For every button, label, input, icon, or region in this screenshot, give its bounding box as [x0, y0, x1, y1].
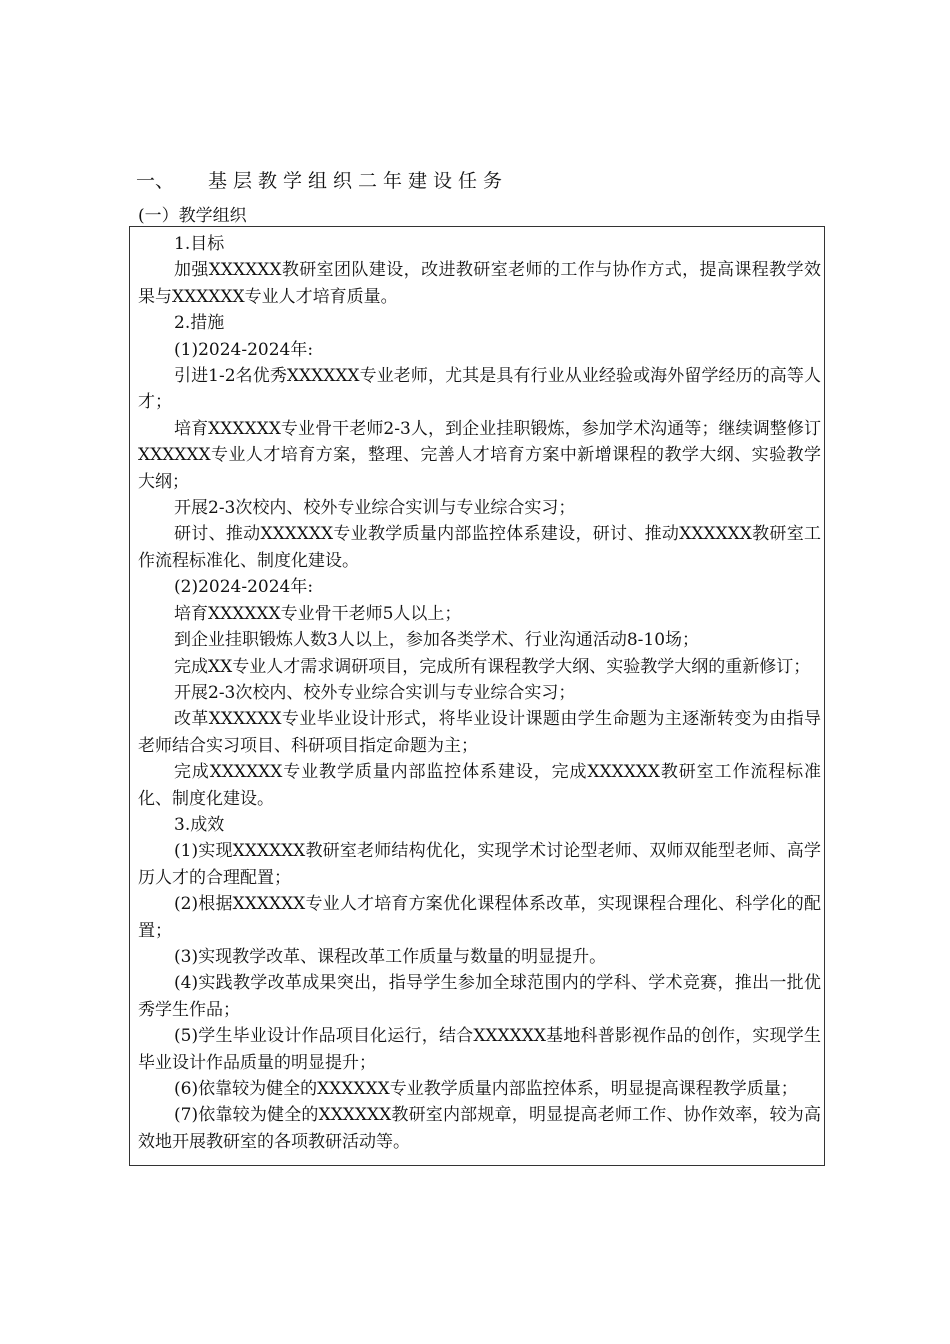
paragraph: 开展2-3次校内、校外专业综合实训与专业综合实习；: [174, 498, 576, 519]
goal-text: 加强XXXXXX教研室团队建设，改进教研室老师的工作与协作方式，提高课程教学效果与XXXXXX专业人才培育质量。: [138, 260, 821, 307]
phase-one-heading: (1)2024-2024年:: [174, 339, 314, 360]
section-title: 基层教学组织二年建设任务: [208, 170, 509, 192]
paragraph: 培育XXXXXX专业骨干老师5人以上；: [174, 603, 462, 624]
paragraph: (7)依靠较为健全的XXXXXX教研室内部规章，明显提高老师工作、协作效率，较为高效地开展教研室的各项教研活动等。: [138, 1105, 821, 1152]
paragraph: 研讨、推动XXXXXX专业教学质量内部监控体系建设，研讨、推动XXXXXX教研室工作流程标准化、制度化建设。: [138, 524, 821, 571]
paragraph: (4)实践教学改革成果突出，指导学生参加全球范围内的学科、学术竞赛，推出一批优秀学生作品；: [138, 973, 821, 1020]
results-heading: 3.成效: [174, 814, 225, 835]
paragraph: 培育XXXXXX专业骨干老师2-3人，到企业挂职锻炼，参加学术沟通等；继续调整修订XXXXXX专业人才培育方案，整理、完善人才培育方案中新增课程的教学大纲、实验教学大纲；: [138, 418, 821, 492]
section-number: 一、: [136, 170, 175, 192]
paragraph: 改革XXXXXX专业毕业设计形式，将毕业设计课题由学生命题为主逐渐转变为由指导老师结合实习项目、科研项目指定命题为主；: [138, 709, 821, 756]
paragraph: 到企业挂职锻炼人数3人以上，参加各类学术、行业沟通活动8-10场；: [174, 630, 700, 651]
paragraph: (5)学生毕业设计作品项目化运行，结合XXXXXX基地科普影视作品的创作，实现学生毕业设计作品质量的明显提升；: [138, 1026, 821, 1073]
paragraph: 开展2-3次校内、校外专业综合实训与专业综合实习；: [174, 682, 576, 703]
paragraph: 完成XX专业人才需求调研项目，完成所有课程教学大纲、实验教学大纲的重新修订；: [174, 656, 811, 677]
paragraph: 引进1-2名优秀XXXXXX专业老师，尤其是具有行业从业经验或海外留学经历的高等人才；: [138, 366, 821, 413]
paragraph: (1)实现XXXXXX教研室老师结构优化，实现学术讨论型老师、双师双能型老师、高学历人才的合理配置；: [138, 841, 821, 888]
content-box: [129, 226, 825, 1166]
subsection-heading: (一）教学组织: [138, 206, 247, 226]
measures-heading: 2.措施: [174, 313, 225, 334]
paragraph: (3)实现教学改革、课程改革工作质量与数量的明显提升。: [174, 946, 607, 967]
paragraph: (2)根据XXXXXX专业人才培育方案优化课程体系改革，实现课程合理化、科学化的配置；: [138, 894, 821, 941]
paragraph: (6)依靠较为健全的XXXXXX专业教学质量内部监控体系，明显提高课程教学质量；: [174, 1079, 798, 1099]
paragraph: 完成XXXXXX专业教学质量内部监控体系建设，完成XXXXXX教研室工作流程标准化、制度化建设。: [138, 762, 821, 809]
section-heading: [136, 168, 508, 194]
goal-heading: 1.目标: [174, 234, 225, 254]
phase-two-heading: (2)2024-2024年:: [174, 577, 314, 598]
